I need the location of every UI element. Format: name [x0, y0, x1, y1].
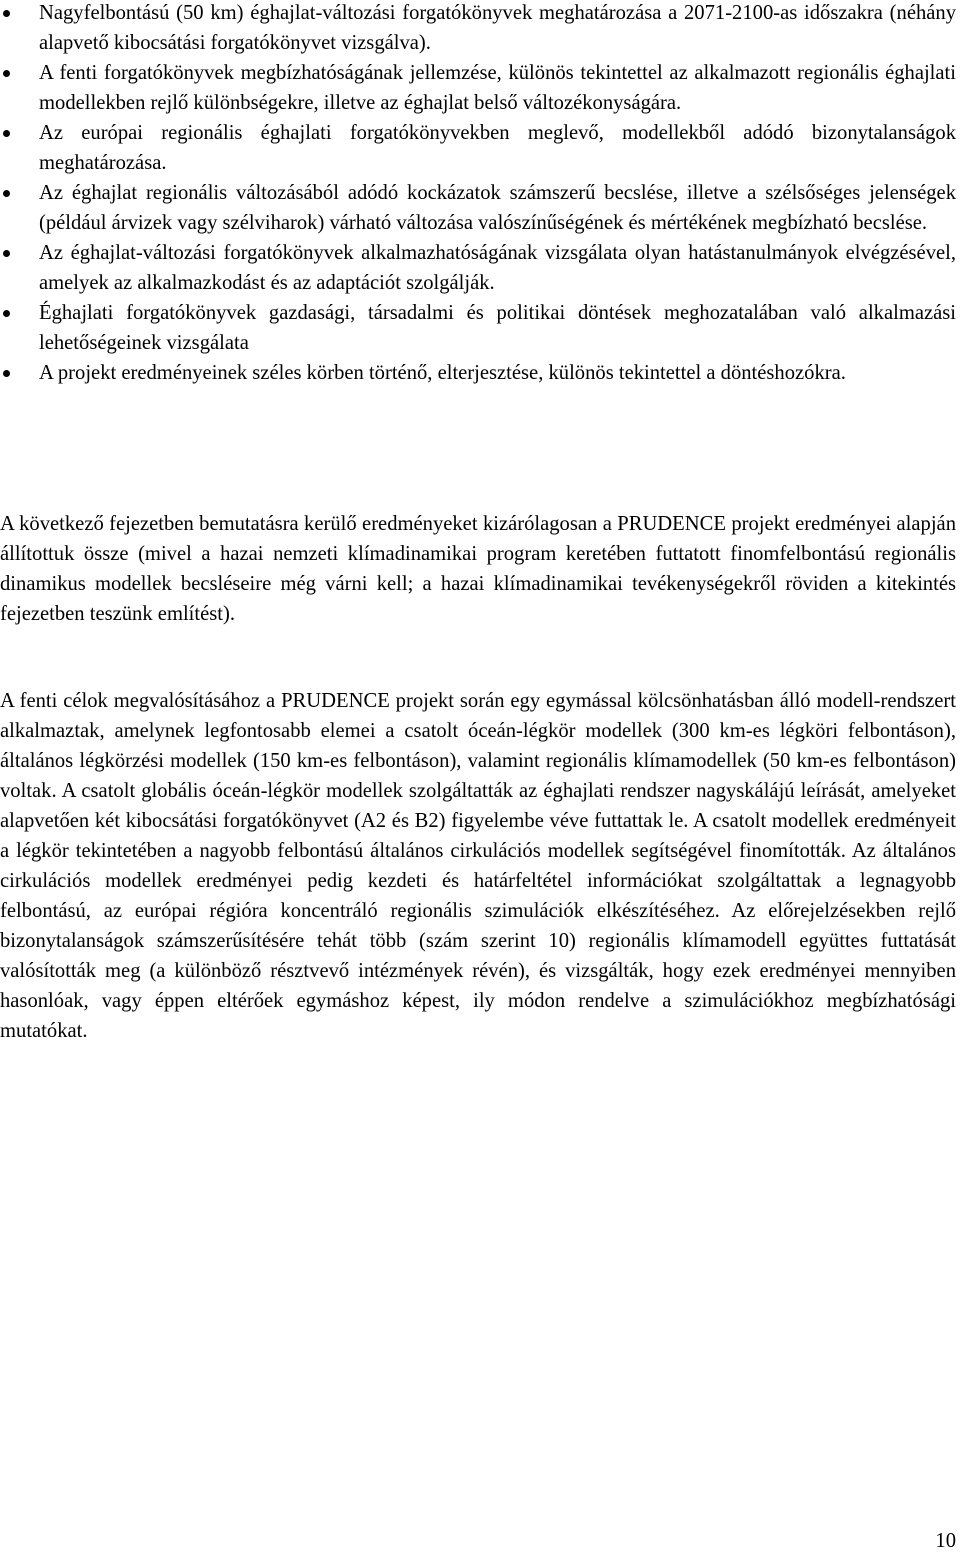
bullet-icon — [3, 10, 10, 17]
goals-bullet-list — [0, 0, 956, 388]
bullet-icon — [3, 190, 10, 197]
list-item-text: Éghajlati forgatókönyvek gazdasági, társadalmi és politikai döntések meghozatalában való alkalmazási lehetőségeinek vizsgálata — [39, 302, 956, 354]
bullet-icon — [3, 130, 10, 137]
list-item — [0, 58, 956, 118]
body-paragraph: A fenti célok megvalósításához a PRUDENCE projekt során egy egymással kölcsönhatásban álló modell-rendszert alkalmaztak, amelynek legfontosabb elemei a csatolt óceán-légkör modellek (300 km-es légköri felbontáson), általános légkörzési modellek (150 km-es felbontáson), valamint regionális klímamodellek (50 km-es felbontáson) voltak. A csatolt globális óceán-légkör modellek szolgáltatták az éghajlati rendszer nagyskálájú leírását, amelyeket alapvetően két kibocsátási forgatókönyvet (A2 és B2) figyelembe véve futtattak le. A csatolt modellek eredményeit a légkör tekintetében a nagyobb felbontású általános cirkulációs modellek segítségével finomították. Az általános cirkulációs modellek eredményei pedig kezdeti és határfeltétel információkat szolgáltattak a legnagyobb felbontású, az európai régióra koncentráló regionális szimulációk elkészítéséhez. Az előrejelzésekben rejlő bizonytalanságok számszerűsítésére tehát több (szám szerint 10) regionális klímamodell együttes futtatását valósították meg (a különböző résztvevő intézmények révén), és vizsgálták, hogy ezek eredményei mennyiben hasonlóak, vagy éppen eltérőek egymáshoz képest, ily módon rendelve a szimulációkhoz megbízhatósági mutatókat. — [0, 690, 956, 1042]
bullet-icon — [3, 250, 10, 257]
list-item-text: A fenti forgatókönyvek megbízhatóságának jellemzése, különös tekintettel az alkalmazott regionális éghajlati modellekben rejlő különbségekre, illetve az éghajlat belső változékonyságára. — [39, 62, 956, 114]
list-item — [0, 358, 956, 388]
bullet-icon — [3, 370, 10, 377]
list-item — [0, 298, 956, 358]
list-item — [0, 118, 956, 178]
list-item-text: Az európai regionális éghajlati forgatókönyvekben meglevő, modellekből adódó bizonytalanságok meghatározása. — [39, 122, 956, 174]
list-item — [0, 178, 956, 238]
list-item-text: A projekt eredményeinek széles körben történő, elterjesztése, különös tekintettel a döntéshozókra. — [39, 362, 846, 384]
list-item-text: Nagyfelbontású (50 km) éghajlat-változási forgatókönyvek meghatározása a 2071-2100-as időszakra (néhány alapvető kibocsátási forgatókönyvet vizsgálva). — [39, 2, 956, 54]
list-item-text: Az éghajlat regionális változásából adódó kockázatok számszerű becslése, illetve a szélsőséges jelenségek (például árvizek vagy szélviharok) várható változása valószínűségének és mértékének megbízható becslése. — [39, 182, 956, 234]
list-item — [0, 238, 956, 298]
list-item-text: Az éghajlat-változási forgatókönyvek alkalmazhatóságának vizsgálata olyan hatástanulmányok elvégzésével, amelyek az alkalmazkodást és az adaptációt szolgálják. — [39, 242, 956, 294]
list-item — [0, 0, 956, 58]
body-paragraph: A következő fejezetben bemutatásra kerülő eredményeket kizárólagosan a PRUDENCE projekt eredményei alapján állítottuk össze (mivel a hazai nemzeti klímadinamikai program keretében futtatott finomfelbontású regionális dinamikus modellek becsléseire még várni kell; a hazai klímadinamikai tevékenységekről röviden a kitekintés fejezetben teszünk említést). — [0, 513, 956, 625]
page-number: 10 — [935, 1530, 956, 1552]
bullet-icon — [3, 70, 10, 77]
bullet-icon — [3, 310, 10, 317]
